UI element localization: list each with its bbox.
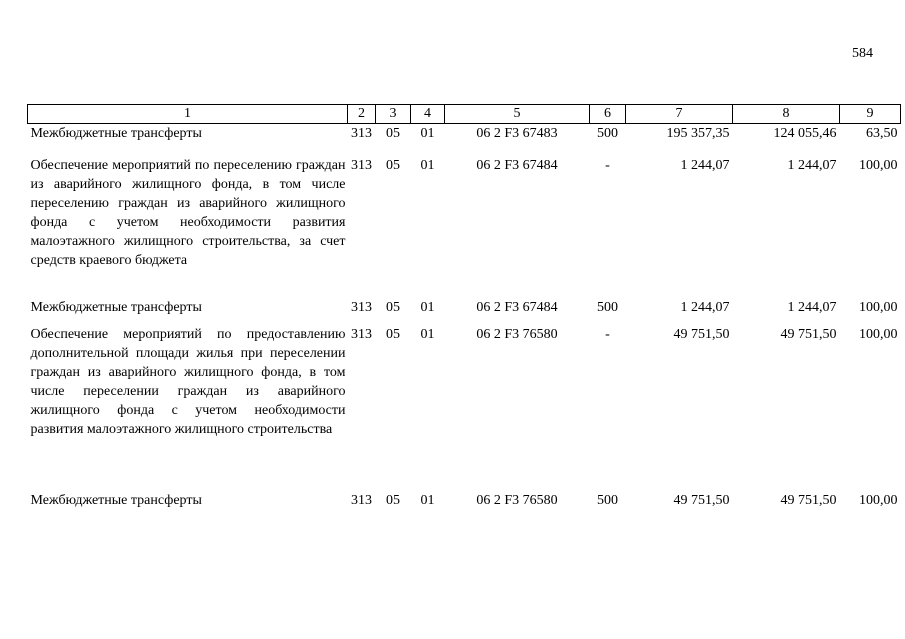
row-actual: 124 055,46 xyxy=(773,126,837,141)
table-row xyxy=(28,324,901,491)
row-subsection: 01 xyxy=(420,300,435,315)
header-col-2: 2 xyxy=(348,105,376,124)
row-target: 06 2 F3 76580 xyxy=(476,493,558,508)
row-name: Обеспечение мероприятий по предоставлению дополнительной площади жилья при переселении граждан из аварийного жилищного фонда, в том числе переселении граждан из аварийного жилищного фонда с учетом необходимости развития малоэтажного жилищного строительства xyxy=(30,327,346,437)
row-name: Межбюджетные трансферты xyxy=(30,493,202,508)
header-col-3: 3 xyxy=(376,105,411,124)
row-name: Обеспечение мероприятий по переселению граждан из аварийного жилищного фонда, в том числе переселению граждан из аварийного жилищного фонда с учетом необходимости развития малоэтажного жилищного строительства, за счет средств краевого бюджета xyxy=(30,158,346,268)
table-row xyxy=(28,124,901,155)
header-col-6: 6 xyxy=(590,105,626,124)
row-name: Межбюджетные трансферты xyxy=(30,300,202,315)
row-subsection: 01 xyxy=(420,327,435,342)
budget-table xyxy=(27,104,901,515)
row-target: 06 2 F3 67484 xyxy=(476,158,558,173)
row-plan: 1 244,07 xyxy=(680,158,730,173)
row-subsection: 01 xyxy=(420,158,435,173)
row-code: 313 xyxy=(351,493,372,508)
row-percent: 100,00 xyxy=(859,158,898,173)
row-type: 500 xyxy=(597,493,618,508)
header-col-7: 7 xyxy=(626,105,733,124)
row-section: 05 xyxy=(386,126,400,141)
row-type: 500 xyxy=(597,126,618,141)
row-section: 05 xyxy=(386,493,400,508)
row-section: 05 xyxy=(386,300,400,315)
header-col-5: 5 xyxy=(445,105,590,124)
row-target: 06 2 F3 76580 xyxy=(476,327,558,342)
row-type: 500 xyxy=(597,300,618,315)
row-plan: 195 357,35 xyxy=(666,126,730,141)
table-row xyxy=(28,491,901,515)
table-row xyxy=(28,298,901,324)
header-row xyxy=(28,105,901,124)
row-type: - xyxy=(605,327,610,342)
row-target: 06 2 F3 67484 xyxy=(476,300,558,315)
row-subsection: 01 xyxy=(420,126,435,141)
header-col-9: 9 xyxy=(840,105,901,124)
row-code: 313 xyxy=(351,300,372,315)
table-row xyxy=(28,154,901,298)
row-code: 313 xyxy=(351,126,372,141)
row-percent: 100,00 xyxy=(859,327,898,342)
row-code: 313 xyxy=(351,158,372,173)
page-number: 584 xyxy=(852,46,873,61)
row-actual: 1 244,07 xyxy=(787,158,837,173)
row-actual: 49 751,50 xyxy=(780,327,837,342)
row-plan: 49 751,50 xyxy=(673,493,730,508)
row-subsection: 01 xyxy=(420,493,435,508)
row-percent: 100,00 xyxy=(859,300,898,315)
header-col-1: 1 xyxy=(28,105,348,124)
header-col-4: 4 xyxy=(411,105,445,124)
row-type: - xyxy=(605,158,610,173)
row-plan: 1 244,07 xyxy=(680,300,730,315)
row-section: 05 xyxy=(386,158,400,173)
row-percent: 63,50 xyxy=(866,126,898,141)
row-actual: 1 244,07 xyxy=(787,300,837,315)
header-col-8: 8 xyxy=(733,105,840,124)
row-section: 05 xyxy=(386,327,400,342)
row-plan: 49 751,50 xyxy=(673,327,730,342)
row-percent: 100,00 xyxy=(859,493,898,508)
row-name: Межбюджетные трансферты xyxy=(30,126,202,141)
row-actual: 49 751,50 xyxy=(780,493,837,508)
row-code: 313 xyxy=(351,327,372,342)
row-target: 06 2 F3 67483 xyxy=(476,126,558,141)
